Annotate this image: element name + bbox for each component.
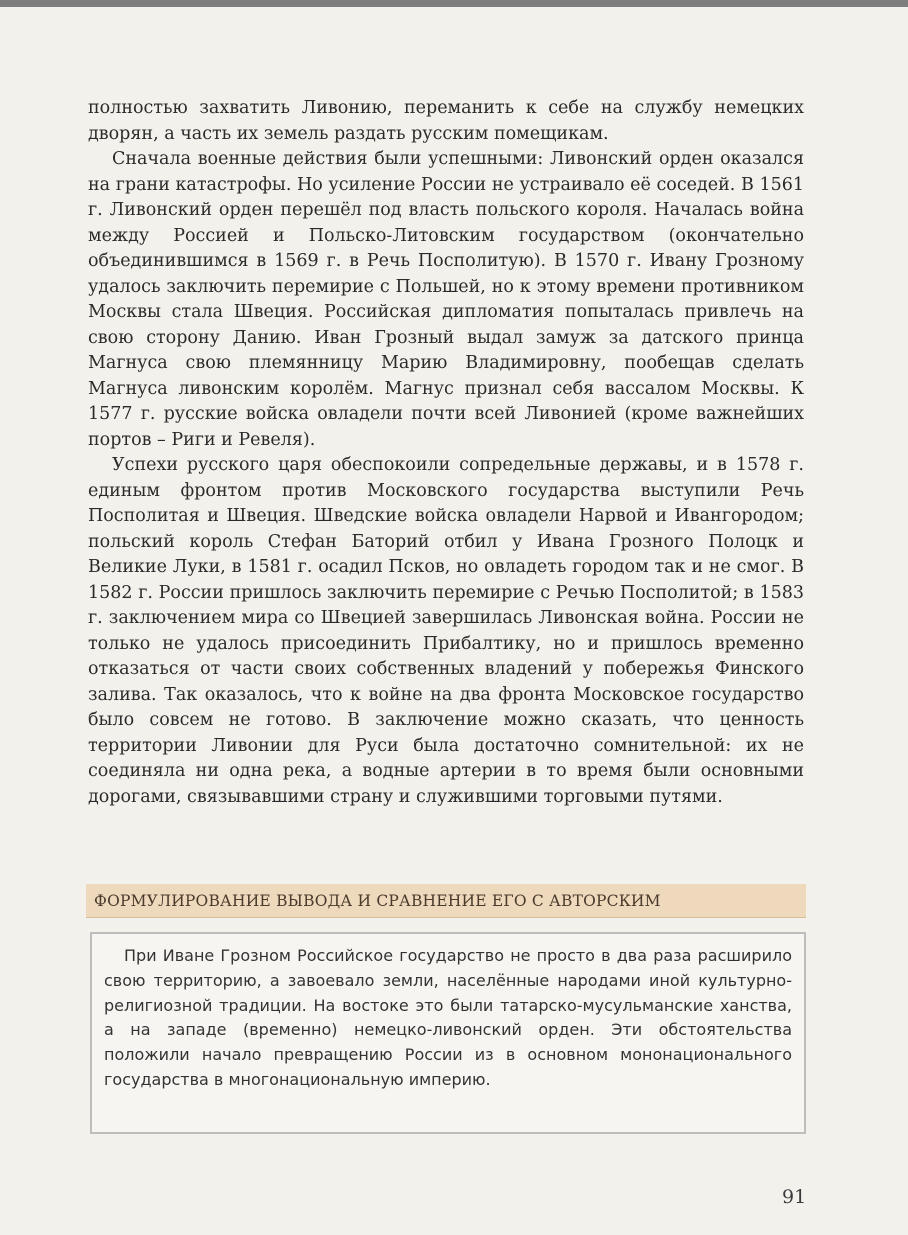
conclusion-box: [90, 932, 806, 1134]
main-text: [88, 96, 804, 810]
top-border: [0, 0, 908, 7]
paragraph: Сначала военные действия были успешными: Ливонский орден оказался на грани катастрофы. Но усиление России не устраивало её соседей. В 1561 г. Ливонский орден перешёл под власть польского короля. Началась война между Россией и Польско-Литовским государством (окончательно объединившимся в 1569 г. в Речь Посполитую). В 1570 г. Ивану Грозному удалось заключить перемирие с Польшей, но к этому времени противником Москвы стала Швеция. Российская дипломатия попыталась привлечь на свою сторону Данию. Иван Грозный выдал замуж за датского принца Магнуса свою племянницу Марию Владимировну, пообещав сделать Магнуса ливонским королём. Магнус признал себя вассалом Москвы. К 1577 г. русские войска овладели почти всей Ливонией (кроме важнейших портов – Риги и Ревеля).: [88, 149, 804, 450]
paragraph: полностью захватить Ливонию, переманить к себе на службу немецких дворян, а часть их земель раздать русским помещикам.: [88, 98, 804, 144]
page-number: 91: [782, 1186, 807, 1208]
paragraph: Успехи русского царя обеспокоили сопредельные державы, и в 1578 г. единым фронтом против Московского государства выступили Речь Посполитая и Швеция. Шведские войска овладели Нарвой и Ивангородом; польский король Стефан Баторий отбил у Ивана Грозного Полоцк и Великие Луки, в 1581 г. осадил Псков, но овладеть городом так и не смог. В 1582 г. России пришлось заключить перемирие с Речью Посполитой; в 1583 г. заключением мира со Швецией завершилась Ливонская война. России не только не удалось присоединить Прибалтику, но и пришлось временно отказаться от части своих собственных владений у побережья Финского залива. Так оказалось, что к войне на два фронта Московское государство было совсем не готово. В заключение можно сказать, что ценность территории Ливонии для Руси была достаточно сомнительной: их не соединяла ни одна река, а водные артерии в то время были основными дорогами, связывавшими страну и служившими торговыми путями.: [88, 455, 804, 807]
conclusion-text: При Иване Грозном Российское государство не просто в два раза расширило свою территорию, а завоевало земли, населённые народами иной культурно-религиозной традиции. На востоке это были татарско-мусульманские ханства, а на западе (временно) немецко-ливонский орден. Эти обстоятельства положили начало превращению России из в основном мононационального государства в многонациональную империю.: [104, 946, 792, 1089]
section-heading: ФОРМУЛИРОВАНИЕ ВЫВОДА И СРАВНЕНИЕ ЕГО С АВТОРСКИМ: [86, 884, 806, 918]
